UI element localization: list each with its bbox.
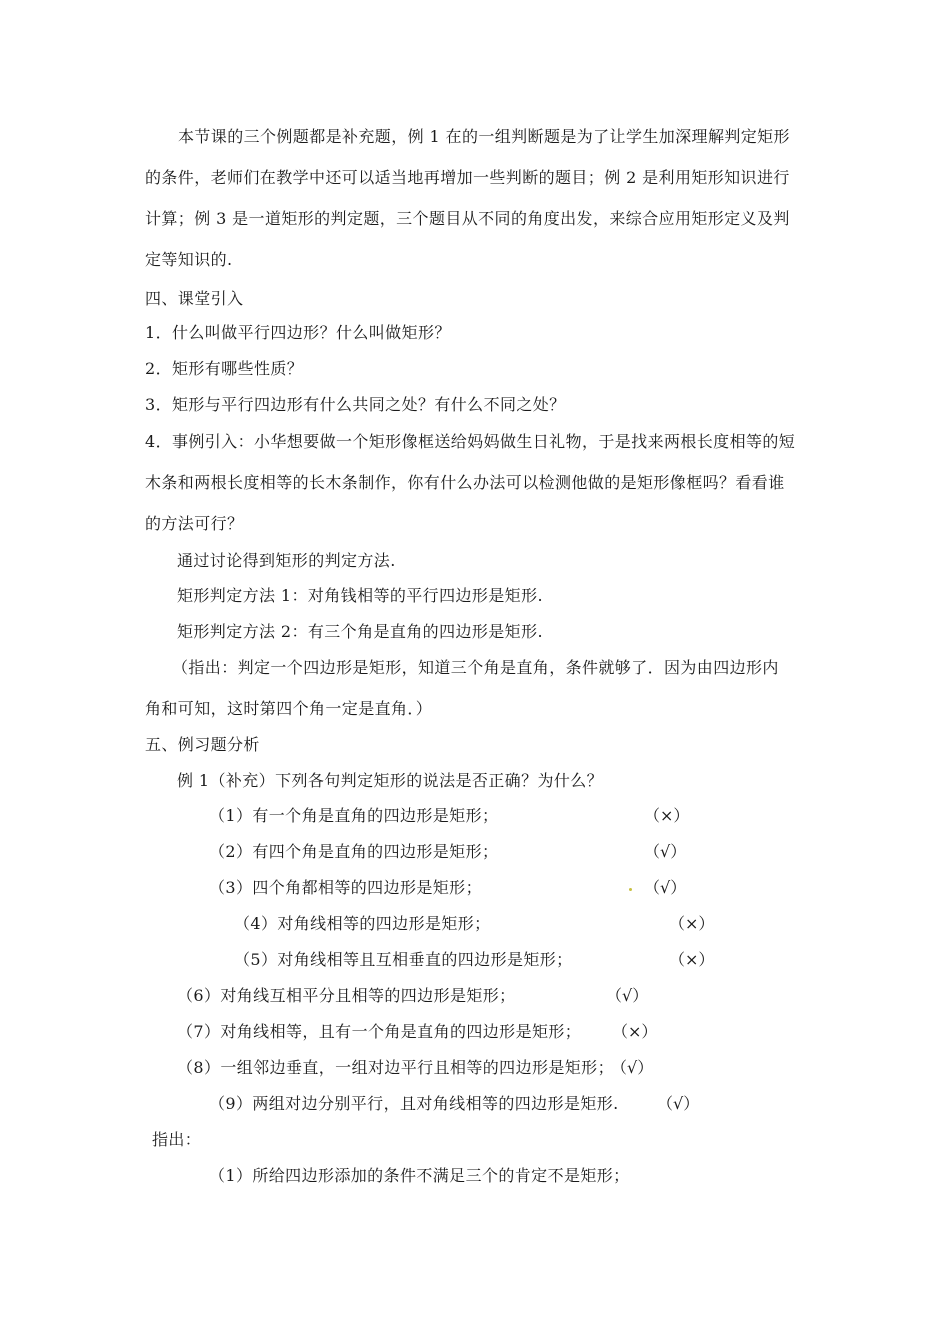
judgment-mark-1: （×） (644, 806, 690, 825)
judgment-item-9: （9）两组对边分别平行，且对角线相等的四边形是矩形. (209, 1094, 619, 1113)
method-1: 矩形判定方法 1：对角钱相等的平行四边形是矩形. (177, 586, 543, 605)
judgment-mark-6: （√） (606, 986, 649, 1005)
intro-line-2: 的条件，老师们在教学中还可以适当地再增加一些判断的题目；例 2 是利用矩形知识进行 (145, 168, 790, 187)
judgment-mark-2: （√） (644, 842, 687, 861)
judgment-mark-3: （√） (644, 878, 687, 897)
judgment-mark-4: （×） (669, 914, 715, 933)
question-4-line-1: 4．事例引入：小华想要做一个矩形像框送给妈妈做生日礼物，于是找来两根长度相等的短 (145, 432, 796, 451)
question-2: 2．矩形有哪些性质？ (145, 359, 304, 378)
judgment-mark-8: （√） (611, 1058, 654, 1077)
judgment-item-3: （3）四个角都相等的四边形是矩形； (209, 878, 482, 897)
judgment-item-2: （2）有四个角是直角的四边形是矩形； (209, 842, 499, 861)
section-5-heading: 五、例习题分析 (145, 735, 260, 754)
discussion-line: 通过讨论得到矩形的判定方法. (177, 551, 396, 570)
judgment-item-8: （8）一组邻边垂直，一组对边平行且相等的四边形是矩形； (177, 1058, 614, 1077)
question-1: 1．什么叫做平行四边形？什么叫做矩形？ (145, 323, 451, 342)
note-line-2: 角和可知，这时第四个角一定是直角．） (145, 699, 433, 718)
judgment-mark-7: （×） (612, 1022, 658, 1041)
judgment-item-5: （5）对角线相等且互相垂直的四边形是矩形； (234, 950, 573, 969)
question-4-line-3: 的方法可行？ (145, 514, 244, 533)
judgment-item-4: （4）对角线相等的四边形是矩形； (234, 914, 491, 933)
judgment-item-1: （1）有一个角是直角的四边形是矩形； (209, 806, 499, 825)
note-line-1: （指出：判定一个四边形是矩形，知道三个角是直角，条件就够了．因为由四边形内 (172, 658, 779, 677)
question-3: 3．矩形与平行四边形有什么共同之处？有什么不同之处？ (145, 395, 566, 414)
method-2: 矩形判定方法 2：有三个角是直角的四边形是矩形. (177, 622, 543, 641)
section-4-heading: 四、课堂引入 (145, 289, 244, 308)
judgment-mark-5: （×） (669, 950, 715, 969)
point-heading: 指出： (152, 1130, 202, 1149)
point-1: （1）所给四边形添加的条件不满足三个的肯定不是矩形； (209, 1166, 630, 1185)
judgment-item-6: （6）对角线互相平分且相等的四边形是矩形； (177, 986, 516, 1005)
stray-dot-mark (629, 888, 632, 891)
intro-line-3: 计算；例 3 是一道矩形的判定题，三个题目从不同的角度出发，来综合应用矩形定义及判 (145, 209, 790, 228)
example-1-prompt: 例 1（补充）下列各句判定矩形的说法是否正确？为什么？ (177, 771, 604, 790)
question-4-line-2: 木条和两根长度相等的长木条制作，你有什么办法可以检测他做的是矩形像框吗？看看谁 (145, 473, 785, 492)
intro-line-1: 本节课的三个例题都是补充题，例 1 在的一组判断题是为了让学生加深理解判定矩形 (178, 127, 790, 146)
judgment-mark-9: （√） (657, 1094, 700, 1113)
judgment-item-7: （7）对角线相等，且有一个角是直角的四边形是矩形； (177, 1022, 582, 1041)
intro-line-4: 定等知识的. (145, 250, 233, 269)
